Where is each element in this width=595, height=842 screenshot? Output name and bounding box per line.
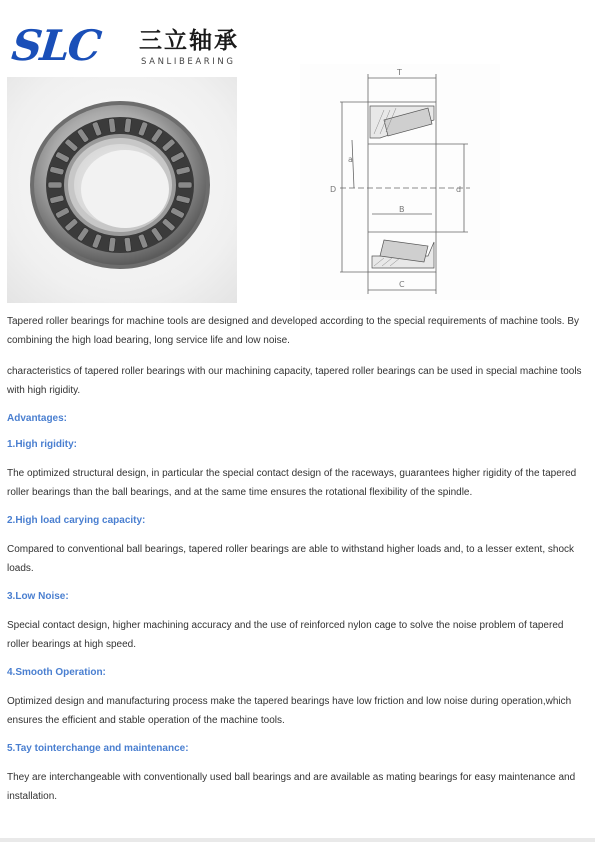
bearing-photo — [7, 77, 237, 303]
bearing-cross-section-drawing — [300, 64, 500, 300]
product-description — [7, 312, 587, 806]
advantage-1-text: The optimized structural design, in particular the special contact design of the raceways, guarantees higher rigidity of the tapered roller bearings than the ball bearings, and at the same time ensures the rotational flexibility of the spindle. — [7, 468, 577, 498]
bearing-photo-graphic — [7, 77, 237, 303]
dimension-label-a: a — [348, 155, 353, 164]
advantage-5-text: They are interchangeable with conventionally used ball bearings and are available as mating bearings for easy maintenance and installation. — [7, 772, 576, 802]
dimension-label-outer-d: D — [330, 185, 337, 194]
advantage-1-title: 1.High rigidity: — [7, 439, 77, 450]
roller-element — [108, 118, 116, 133]
advantage-4-title: 4.Smooth Operation: — [7, 667, 106, 678]
dimension-label-c: C — [399, 280, 405, 289]
advantage-5-title: 5.Tay tointerchange and maintenance: — [7, 743, 189, 754]
logo-mark: SLC — [9, 21, 102, 70]
roller-element — [108, 237, 116, 252]
dimension-label-t: T — [397, 68, 402, 77]
brand-logo — [9, 21, 262, 70]
logo-chinese-name: 三立轴承 — [139, 28, 239, 54]
logo-english-name: SANLIBEARING — [141, 57, 236, 67]
roller-element — [124, 237, 132, 252]
intro-paragraph-2: characteristics of tapered roller bearings with our machining capacity, tapered roller bearings can be used in special machine tools with high rigidity. — [7, 366, 582, 396]
intro-paragraph-1: Tapered roller bearings for machine tools are designed and developed according to the special requirements of machine tools. By combining the high load bearing, long service life and low noise. — [7, 316, 580, 346]
advantage-3-title: 3.Low Noise: — [7, 591, 69, 602]
roller-element — [178, 182, 192, 188]
advantage-2-text: Compared to conventional ball bearings, tapered roller bearings are able to withstand higher loads and, to a lesser extent, shock loads. — [7, 544, 575, 574]
dimension-label-bore-d: d — [456, 185, 462, 194]
advantage-4-text: Optimized design and manufacturing process make the tapered bearings have low friction and low noise during operation,which ensures the efficient and stable operation of the machine tools. — [7, 696, 572, 726]
advantage-2-title: 2.High load carying capacity: — [7, 515, 146, 526]
dimension-label-b: B — [399, 205, 405, 214]
roller-element — [124, 118, 132, 133]
page-bottom-divider — [0, 838, 595, 842]
advantage-3-text: Special contact design, higher machining accuracy and the use of reinforced nylon cage to solve the noise problem of tapered roller bearings at high speed. — [7, 620, 564, 650]
advantages-heading: Advantages: — [7, 413, 68, 424]
drawing-graphic — [300, 64, 500, 300]
roller-element — [48, 182, 62, 188]
